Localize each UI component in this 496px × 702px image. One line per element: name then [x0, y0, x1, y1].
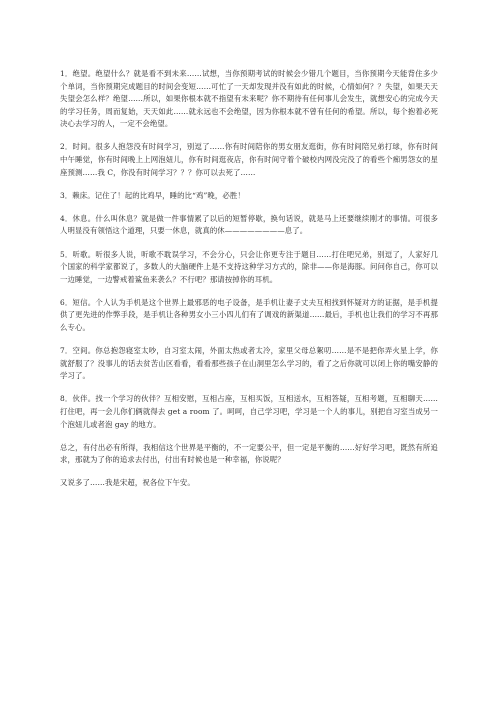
paragraph-space: 7．空间。你总抱怨寝室太吵，自习室太闹，外面太热或者太冷，家里父母总絮叨……是不是把你弄火星上学，你就舒服了？没事儿的话去贫苦山区看看，看看那些孩子在山洞里怎么学习的，看了之后你就可以闭上你的嘴安静的学习了。 — [60, 346, 438, 381]
paragraph-despair: 1．绝望。绝望什么？就是看不到未来……试想，当你预期考试的时候会少错几个题目，当你预期今天能背住多少个单词，当你预期完成题目的时间会变短……可忙了一天却发现并没有如此的时候，心情如何？？失望，如果天天失望会怎么样？绝望……所以，如果你根本就不指望有未来呢？你不期待有任何事儿会发生，就想安心的完成今天的学习任务，周而复始，天天如此……就永远也不会绝望，因为你根本就不曾有任何的希望。所以，每个抱着必死决心去学习的人，一定不会绝望。 — [60, 69, 438, 129]
paragraph-rest: 4．休息。什么叫休息？就是做一件事情累了以后的短暂停歇，换句话说，就是马上还要继续刚才的事情。可很多人明显没有领悟这个道理，只要一休息，就真的休————————息了。 — [60, 213, 438, 236]
document-body — [60, 68, 438, 490]
paragraph-signoff: 又说多了……我是宋超，祝各位下午安。 — [60, 478, 195, 488]
paragraph-partner: 8．伙伴。找一个学习的伙伴？互相安慰，互相占座，互相买饭，互相送水，互相答疑，互相考题，互相聊天……打住吧，再一会儿你们俩就得去 get a room 了。呵呵，自己学习吧，学习是一个人的事儿，别把自习室当成另一个泡妞儿或者泡 gay 的地方。 — [60, 394, 438, 429]
paragraph-conclusion: 总之，有付出必有所得，我相信这个世界是平衡的，不一定要公平，但一定是平衡的……好好学习吧，既然有所追求，那就为了你的追求去付出，付出有时候也是一种幸福，你说呢？ — [60, 442, 438, 465]
paragraph-staying-in-bed: 3．赖床。记住了！起的比鸡早，睡的比“鸡”晚，必胜！ — [60, 190, 245, 200]
paragraph-text-messages: 6．短信。个人认为手机是这个世界上最邪恶的电子设备，是手机让妻子丈夫互相找到怀疑对方的证据，是手机提供了更先进的作弊手段，是手机让各种男女小三小四儿们有了调戏的新渠道……最后，手机也让我们的学习不再那么专心。 — [60, 297, 438, 332]
paragraph-music: 5．听歌。听很多人说，听歌不耽误学习，不会分心，只会让你更专注于题目……打住吧兄弟，别逗了，人家好几个国家的科学家都说了，多数人的大脑硬件上是不支持这种学习方式的，除非——你是海豚。问问你自己，你可以一边睡觉，一边警戒着鲨鱼来袭么？不行吧？那请按掉你的耳机。 — [60, 249, 438, 284]
paragraph-time: 2．时间。很多人抱怨没有时间学习，别逗了……你有时间陪你的男女朋友逛街，你有时间陪兄弟打球，你有时间中午睡觉，你有时间晚上上网泡妞儿，你有时间逛夜店，你有时间守着个破校内网没完没了的看些个痴男怨女的星座预测……我 C，你没有时间学习？？？你可以去死了…… — [60, 142, 438, 177]
